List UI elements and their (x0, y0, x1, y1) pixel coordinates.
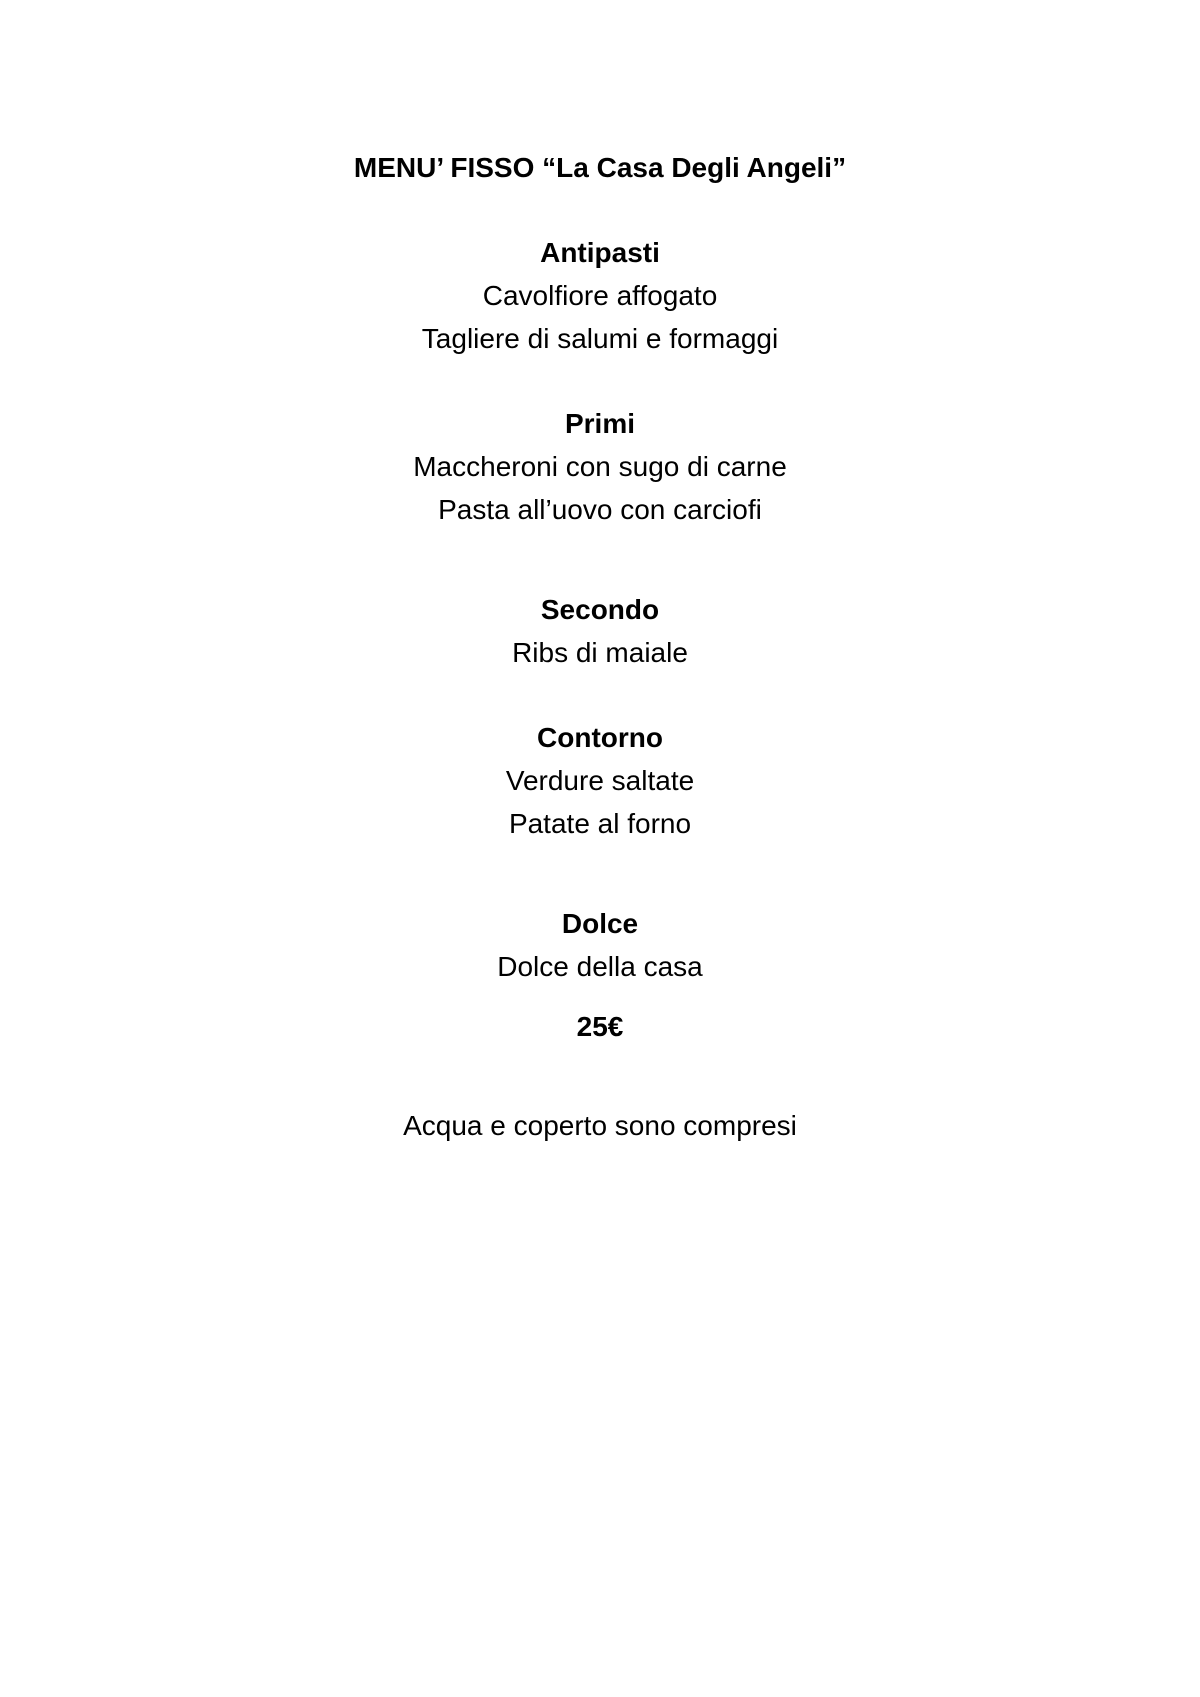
menu-title: MENU’ FISSO “La Casa Degli Angeli” (353, 152, 847, 183)
section-heading-antipasti: Antipasti (540, 237, 660, 268)
menu-item: Maccheroni con sugo di carne (413, 451, 787, 482)
menu-item: Tagliere di salumi e formaggi (421, 323, 779, 354)
section-heading-contorno: Contorno (537, 722, 663, 753)
section-heading-primi: Primi (564, 408, 636, 439)
menu-note: Acqua e coperto sono compresi (403, 1110, 797, 1141)
menu-item: Verdure saltate (505, 765, 695, 796)
menu-item: Dolce della casa (497, 951, 703, 982)
section-heading-dolce: Dolce (561, 908, 639, 939)
menu-item: Ribs di maiale (512, 637, 688, 668)
section-heading-secondo: Secondo (540, 594, 660, 625)
menu-item: Cavolfiore affogato (482, 280, 718, 311)
menu-item: Patate al forno (508, 808, 692, 839)
menu-item: Pasta all’uovo con carciofi (438, 494, 762, 525)
menu-price: 25€ (576, 1011, 624, 1042)
